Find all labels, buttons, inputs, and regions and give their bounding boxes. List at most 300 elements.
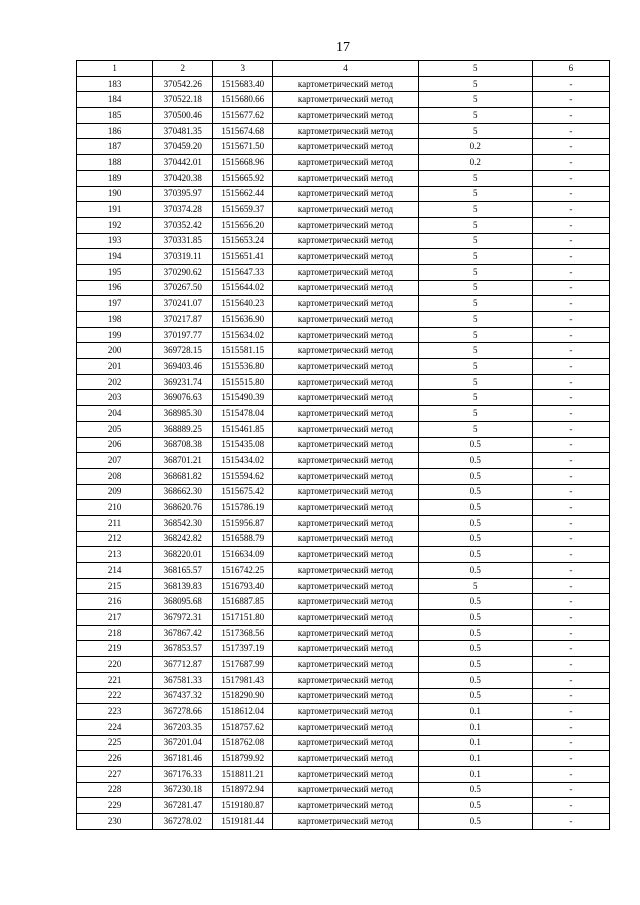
table-header-row (77, 61, 610, 77)
x-coordinate-cell: 367278.66 (153, 704, 213, 720)
accuracy-cell: 0.5 (418, 515, 532, 531)
point-number-cell: 203 (77, 390, 153, 406)
accuracy-cell: 0.5 (418, 437, 532, 453)
point-number-cell: 197 (77, 296, 153, 312)
method-cell: картометрический метод (273, 547, 418, 563)
note-cell: - (532, 814, 609, 830)
x-coordinate-cell: 368985.30 (153, 406, 213, 422)
method-cell: картометрический метод (273, 343, 418, 359)
column-header: 4 (273, 61, 418, 77)
method-cell: картометрический метод (273, 406, 418, 422)
point-number-cell: 229 (77, 798, 153, 814)
table-row (77, 766, 610, 782)
table-row (77, 782, 610, 798)
point-number-cell: 194 (77, 249, 153, 265)
accuracy-cell: 0.5 (418, 672, 532, 688)
point-number-cell: 198 (77, 312, 153, 328)
table-row (77, 217, 610, 233)
table-row (77, 437, 610, 453)
accuracy-cell: 5 (418, 123, 532, 139)
note-cell: - (532, 390, 609, 406)
note-cell: - (532, 625, 609, 641)
y-coordinate-cell: 1517151.80 (213, 610, 273, 626)
point-number-cell: 212 (77, 531, 153, 547)
note-cell: - (532, 202, 609, 218)
x-coordinate-cell: 369076.63 (153, 390, 213, 406)
x-coordinate-cell: 368095.68 (153, 594, 213, 610)
note-cell: - (532, 217, 609, 233)
x-coordinate-cell: 368681.82 (153, 468, 213, 484)
y-coordinate-cell: 1518290.90 (213, 688, 273, 704)
note-cell: - (532, 751, 609, 767)
method-cell: картометрический метод (273, 217, 418, 233)
x-coordinate-cell: 367176.33 (153, 766, 213, 782)
table-row (77, 814, 610, 830)
x-coordinate-cell: 369728.15 (153, 343, 213, 359)
table-row (77, 719, 610, 735)
x-coordinate-cell: 370374.28 (153, 202, 213, 218)
x-coordinate-cell: 369403.46 (153, 359, 213, 375)
note-cell: - (532, 186, 609, 202)
table-row (77, 359, 610, 375)
method-cell: картометрический метод (273, 249, 418, 265)
note-cell: - (532, 296, 609, 312)
note-cell: - (532, 531, 609, 547)
table-row (77, 578, 610, 594)
x-coordinate-cell: 370442.01 (153, 155, 213, 171)
y-coordinate-cell: 1518757.62 (213, 719, 273, 735)
accuracy-cell: 0.1 (418, 735, 532, 751)
table-row (77, 390, 610, 406)
y-coordinate-cell: 1515956.87 (213, 515, 273, 531)
note-cell: - (532, 437, 609, 453)
x-coordinate-cell: 370420.38 (153, 170, 213, 186)
y-coordinate-cell: 1515636.90 (213, 312, 273, 328)
table-row (77, 625, 610, 641)
x-coordinate-cell: 368242.82 (153, 531, 213, 547)
y-coordinate-cell: 1518612.04 (213, 704, 273, 720)
x-coordinate-cell: 370319.11 (153, 249, 213, 265)
note-cell: - (532, 798, 609, 814)
table-row (77, 641, 610, 657)
accuracy-cell: 5 (418, 217, 532, 233)
point-number-cell: 195 (77, 264, 153, 280)
note-cell: - (532, 515, 609, 531)
x-coordinate-cell: 370352.42 (153, 217, 213, 233)
method-cell: картометрический метод (273, 359, 418, 375)
table-row (77, 296, 610, 312)
point-number-cell: 201 (77, 359, 153, 375)
method-cell: картометрический метод (273, 468, 418, 484)
table-row (77, 735, 610, 751)
y-coordinate-cell: 1515434.02 (213, 453, 273, 469)
point-number-cell: 215 (77, 578, 153, 594)
point-number-cell: 207 (77, 453, 153, 469)
point-number-cell: 226 (77, 751, 153, 767)
method-cell: картометрический метод (273, 610, 418, 626)
method-cell: картометрический метод (273, 186, 418, 202)
accuracy-cell: 5 (418, 406, 532, 422)
table-row (77, 531, 610, 547)
x-coordinate-cell: 370331.85 (153, 233, 213, 249)
accuracy-cell: 0.5 (418, 547, 532, 563)
point-number-cell: 204 (77, 406, 153, 422)
method-cell: картометрический метод (273, 798, 418, 814)
y-coordinate-cell: 1517687.99 (213, 657, 273, 673)
x-coordinate-cell: 370197.77 (153, 327, 213, 343)
method-cell: картометрический метод (273, 390, 418, 406)
note-cell: - (532, 280, 609, 296)
note-cell: - (532, 766, 609, 782)
note-cell: - (532, 343, 609, 359)
x-coordinate-cell: 368662.30 (153, 484, 213, 500)
accuracy-cell: 0.5 (418, 641, 532, 657)
note-cell: - (532, 170, 609, 186)
y-coordinate-cell: 1516742.25 (213, 563, 273, 579)
accuracy-cell: 0.5 (418, 468, 532, 484)
y-coordinate-cell: 1519180.87 (213, 798, 273, 814)
method-cell: картометрический метод (273, 688, 418, 704)
x-coordinate-cell: 368620.76 (153, 500, 213, 516)
point-number-cell: 188 (77, 155, 153, 171)
x-coordinate-cell: 367867.42 (153, 625, 213, 641)
x-coordinate-cell: 367230.18 (153, 782, 213, 798)
accuracy-cell: 5 (418, 296, 532, 312)
note-cell: - (532, 406, 609, 422)
point-number-cell: 189 (77, 170, 153, 186)
method-cell: картометрический метод (273, 264, 418, 280)
accuracy-cell: 5 (418, 202, 532, 218)
note-cell: - (532, 123, 609, 139)
x-coordinate-cell: 367853.57 (153, 641, 213, 657)
point-number-cell: 225 (77, 735, 153, 751)
y-coordinate-cell: 1515581.15 (213, 343, 273, 359)
method-cell: картометрический метод (273, 484, 418, 500)
y-coordinate-cell: 1515786.19 (213, 500, 273, 516)
method-cell: картометрический метод (273, 672, 418, 688)
note-cell: - (532, 484, 609, 500)
point-number-cell: 190 (77, 186, 153, 202)
y-coordinate-cell: 1516793.40 (213, 578, 273, 594)
method-cell: картометрический метод (273, 202, 418, 218)
point-number-cell: 213 (77, 547, 153, 563)
method-cell: картометрический метод (273, 296, 418, 312)
table-row (77, 515, 610, 531)
accuracy-cell: 0.5 (418, 688, 532, 704)
table-row (77, 327, 610, 343)
y-coordinate-cell: 1515644.02 (213, 280, 273, 296)
x-coordinate-cell: 370500.46 (153, 108, 213, 124)
accuracy-cell: 5 (418, 233, 532, 249)
accuracy-cell: 5 (418, 578, 532, 594)
point-number-cell: 216 (77, 594, 153, 610)
note-cell: - (532, 312, 609, 328)
y-coordinate-cell: 1515665.92 (213, 170, 273, 186)
point-number-cell: 222 (77, 688, 153, 704)
accuracy-cell: 5 (418, 170, 532, 186)
x-coordinate-cell: 370522.18 (153, 92, 213, 108)
method-cell: картометрический метод (273, 170, 418, 186)
method-cell: картометрический метод (273, 327, 418, 343)
note-cell: - (532, 672, 609, 688)
x-coordinate-cell: 367972.31 (153, 610, 213, 626)
y-coordinate-cell: 1515634.02 (213, 327, 273, 343)
x-coordinate-cell: 368139.83 (153, 578, 213, 594)
page-number: 17 (336, 40, 350, 55)
accuracy-cell: 5 (418, 280, 532, 296)
point-number-cell: 184 (77, 92, 153, 108)
table-row (77, 249, 610, 265)
method-cell: картометрический метод (273, 108, 418, 124)
table-row (77, 374, 610, 390)
method-cell: картометрический метод (273, 735, 418, 751)
note-cell: - (532, 264, 609, 280)
accuracy-cell: 0.5 (418, 500, 532, 516)
coordinates-table (76, 60, 610, 830)
point-number-cell: 228 (77, 782, 153, 798)
method-cell: картометрический метод (273, 453, 418, 469)
table-row (77, 500, 610, 516)
note-cell: - (532, 594, 609, 610)
accuracy-cell: 5 (418, 92, 532, 108)
note-cell: - (532, 782, 609, 798)
method-cell: картометрический метод (273, 751, 418, 767)
note-cell: - (532, 735, 609, 751)
accuracy-cell: 0.5 (418, 531, 532, 547)
y-coordinate-cell: 1515594.62 (213, 468, 273, 484)
point-number-cell: 214 (77, 563, 153, 579)
point-number-cell: 227 (77, 766, 153, 782)
method-cell: картометрический метод (273, 76, 418, 92)
table-row (77, 453, 610, 469)
method-cell: картометрический метод (273, 578, 418, 594)
note-cell: - (532, 155, 609, 171)
y-coordinate-cell: 1515653.24 (213, 233, 273, 249)
table-row (77, 798, 610, 814)
method-cell: картометрический метод (273, 657, 418, 673)
y-coordinate-cell: 1515536.80 (213, 359, 273, 375)
accuracy-cell: 0.5 (418, 625, 532, 641)
accuracy-cell: 5 (418, 374, 532, 390)
method-cell: картометрический метод (273, 625, 418, 641)
point-number-cell: 208 (77, 468, 153, 484)
note-cell: - (532, 139, 609, 155)
y-coordinate-cell: 1519181.44 (213, 814, 273, 830)
point-number-cell: 193 (77, 233, 153, 249)
x-coordinate-cell: 370395.97 (153, 186, 213, 202)
method-cell: картометрический метод (273, 92, 418, 108)
note-cell: - (532, 76, 609, 92)
table-body (77, 76, 610, 829)
table-row (77, 484, 610, 500)
y-coordinate-cell: 1515659.37 (213, 202, 273, 218)
table-row (77, 123, 610, 139)
accuracy-cell: 5 (418, 327, 532, 343)
method-cell: картометрический метод (273, 704, 418, 720)
y-coordinate-cell: 1515461.85 (213, 421, 273, 437)
table-row (77, 547, 610, 563)
note-cell: - (532, 500, 609, 516)
method-cell: картометрический метод (273, 531, 418, 547)
table-row (77, 421, 610, 437)
note-cell: - (532, 468, 609, 484)
note-cell: - (532, 233, 609, 249)
note-cell: - (532, 657, 609, 673)
point-number-cell: 183 (77, 76, 153, 92)
table-row (77, 108, 610, 124)
accuracy-cell: 0.5 (418, 484, 532, 500)
x-coordinate-cell: 368165.57 (153, 563, 213, 579)
accuracy-cell: 0.1 (418, 766, 532, 782)
point-number-cell: 185 (77, 108, 153, 124)
method-cell: картометрический метод (273, 312, 418, 328)
x-coordinate-cell: 367281.47 (153, 798, 213, 814)
accuracy-cell: 5 (418, 359, 532, 375)
note-cell: - (532, 719, 609, 735)
accuracy-cell: 0.2 (418, 155, 532, 171)
point-number-cell: 200 (77, 343, 153, 359)
note-cell: - (532, 578, 609, 594)
method-cell: картометрический метод (273, 500, 418, 516)
x-coordinate-cell: 370542.26 (153, 76, 213, 92)
note-cell: - (532, 374, 609, 390)
table-row (77, 139, 610, 155)
accuracy-cell: 0.5 (418, 798, 532, 814)
y-coordinate-cell: 1518811.21 (213, 766, 273, 782)
table-row (77, 186, 610, 202)
method-cell: картометрический метод (273, 421, 418, 437)
column-header: 6 (532, 61, 609, 77)
method-cell: картометрический метод (273, 641, 418, 657)
table-row (77, 751, 610, 767)
x-coordinate-cell: 370267.50 (153, 280, 213, 296)
accuracy-cell: 5 (418, 76, 532, 92)
table-row (77, 264, 610, 280)
point-number-cell: 192 (77, 217, 153, 233)
y-coordinate-cell: 1515668.96 (213, 155, 273, 171)
x-coordinate-cell: 367581.33 (153, 672, 213, 688)
note-cell: - (532, 421, 609, 437)
method-cell: картометрический метод (273, 374, 418, 390)
x-coordinate-cell: 367201.04 (153, 735, 213, 751)
y-coordinate-cell: 1518762.08 (213, 735, 273, 751)
y-coordinate-cell: 1517397.19 (213, 641, 273, 657)
accuracy-cell: 5 (418, 108, 532, 124)
point-number-cell: 219 (77, 641, 153, 657)
table-row (77, 155, 610, 171)
x-coordinate-cell: 368542.30 (153, 515, 213, 531)
accuracy-cell: 0.1 (418, 704, 532, 720)
table-row (77, 170, 610, 186)
point-number-cell: 202 (77, 374, 153, 390)
accuracy-cell: 0.5 (418, 563, 532, 579)
point-number-cell: 230 (77, 814, 153, 830)
note-cell: - (532, 704, 609, 720)
method-cell: картометрический метод (273, 515, 418, 531)
method-cell: картометрический метод (273, 594, 418, 610)
table-row (77, 312, 610, 328)
table-row (77, 610, 610, 626)
table-row (77, 594, 610, 610)
point-number-cell: 220 (77, 657, 153, 673)
accuracy-cell: 5 (418, 312, 532, 328)
table-row (77, 672, 610, 688)
y-coordinate-cell: 1515677.62 (213, 108, 273, 124)
y-coordinate-cell: 1517368.56 (213, 625, 273, 641)
method-cell: картометрический метод (273, 782, 418, 798)
method-cell: картометрический метод (273, 437, 418, 453)
x-coordinate-cell: 370217.87 (153, 312, 213, 328)
y-coordinate-cell: 1515671.50 (213, 139, 273, 155)
note-cell: - (532, 688, 609, 704)
point-number-cell: 211 (77, 515, 153, 531)
y-coordinate-cell: 1516887.85 (213, 594, 273, 610)
table-row (77, 704, 610, 720)
note-cell: - (532, 563, 609, 579)
table-row (77, 468, 610, 484)
accuracy-cell: 0.5 (418, 782, 532, 798)
point-number-cell: 221 (77, 672, 153, 688)
note-cell: - (532, 610, 609, 626)
table-row (77, 657, 610, 673)
accuracy-cell: 0.5 (418, 594, 532, 610)
column-header: 5 (418, 61, 532, 77)
accuracy-cell: 5 (418, 390, 532, 406)
method-cell: картометрический метод (273, 719, 418, 735)
method-cell: картометрический метод (273, 155, 418, 171)
note-cell: - (532, 453, 609, 469)
y-coordinate-cell: 1515656.20 (213, 217, 273, 233)
accuracy-cell: 5 (418, 264, 532, 280)
column-header: 2 (153, 61, 213, 77)
table-row (77, 563, 610, 579)
x-coordinate-cell: 370290.62 (153, 264, 213, 280)
point-number-cell: 209 (77, 484, 153, 500)
x-coordinate-cell: 370241.07 (153, 296, 213, 312)
accuracy-cell: 0.5 (418, 814, 532, 830)
x-coordinate-cell: 370459.20 (153, 139, 213, 155)
accuracy-cell: 0.5 (418, 657, 532, 673)
x-coordinate-cell: 367181.46 (153, 751, 213, 767)
accuracy-cell: 0.1 (418, 751, 532, 767)
y-coordinate-cell: 1515435.08 (213, 437, 273, 453)
x-coordinate-cell: 369231.74 (153, 374, 213, 390)
note-cell: - (532, 641, 609, 657)
note-cell: - (532, 108, 609, 124)
note-cell: - (532, 327, 609, 343)
y-coordinate-cell: 1515490.39 (213, 390, 273, 406)
column-header: 3 (213, 61, 273, 77)
y-coordinate-cell: 1515478.04 (213, 406, 273, 422)
y-coordinate-cell: 1515651.41 (213, 249, 273, 265)
point-number-cell: 191 (77, 202, 153, 218)
point-number-cell: 205 (77, 421, 153, 437)
y-coordinate-cell: 1515647.33 (213, 264, 273, 280)
y-coordinate-cell: 1515683.40 (213, 76, 273, 92)
method-cell: картометрический метод (273, 233, 418, 249)
accuracy-cell: 0.5 (418, 453, 532, 469)
method-cell: картометрический метод (273, 766, 418, 782)
method-cell: картометрический метод (273, 123, 418, 139)
y-coordinate-cell: 1518799.92 (213, 751, 273, 767)
x-coordinate-cell: 368220.01 (153, 547, 213, 563)
accuracy-cell: 0.5 (418, 610, 532, 626)
point-number-cell: 186 (77, 123, 153, 139)
accuracy-cell: 5 (418, 249, 532, 265)
y-coordinate-cell: 1515640.23 (213, 296, 273, 312)
table-row (77, 688, 610, 704)
method-cell: картометрический метод (273, 563, 418, 579)
